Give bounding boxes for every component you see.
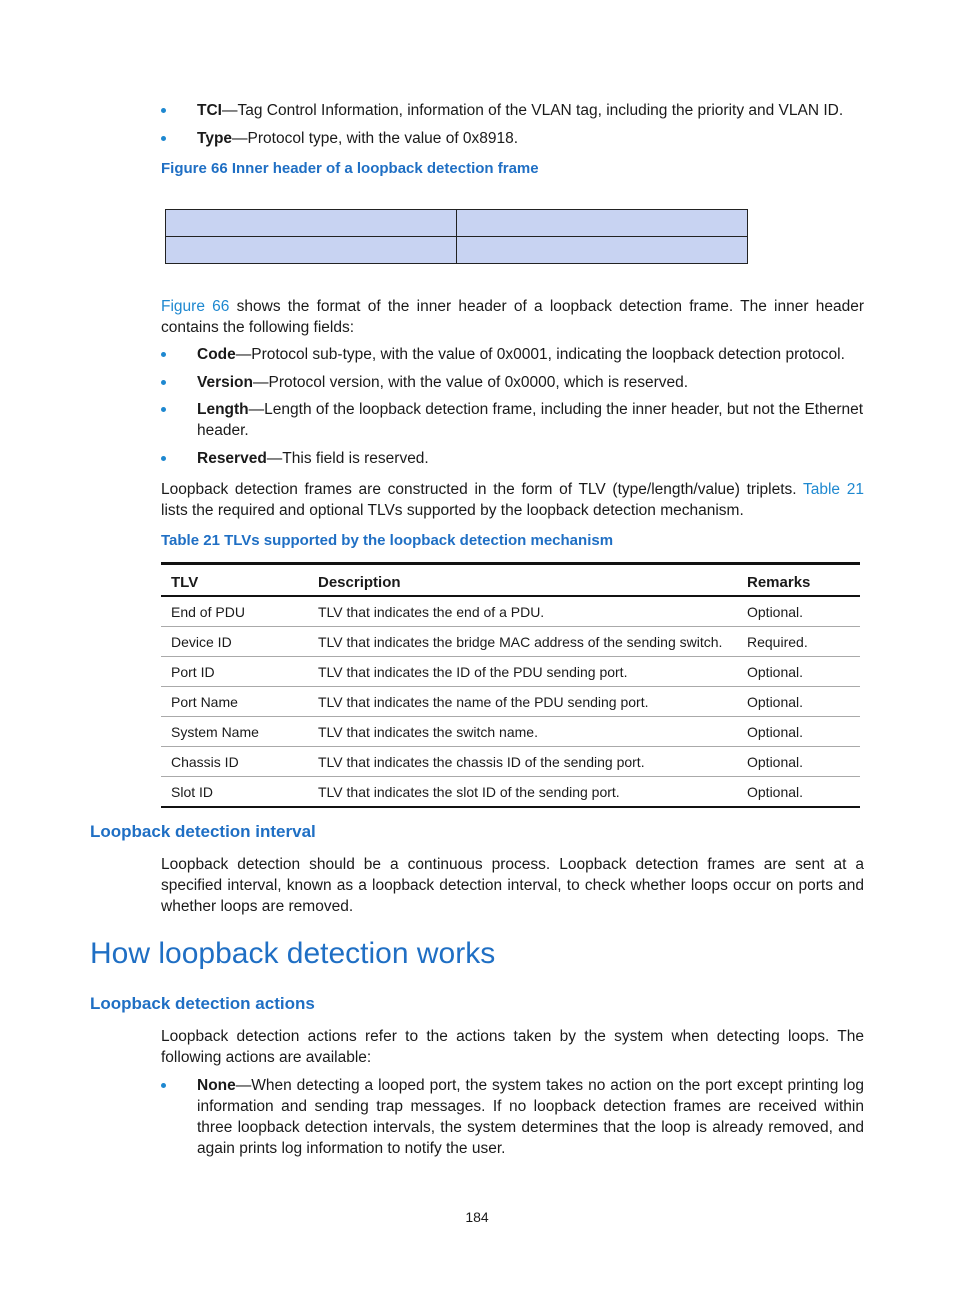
bullet-term: Type [197,130,233,147]
tlv-paragraph [161,479,864,521]
bullet-icon [161,380,166,385]
bullet-term: Reserved [197,450,267,467]
figure-row [166,237,748,264]
section-heading-how-it-works: How loopback detection works [90,937,496,970]
bullet-desc: —Protocol version, with the value of 0x0000, which is reserved. [253,374,689,391]
bullet-icon [161,136,166,141]
figure-description-text: shows the format of the inner header of a loopback detection frame. The inner header contains the following fields: [161,298,864,336]
section-heading-actions: Loopback detection actions [90,994,315,1013]
figure-row [166,210,748,237]
bullet-item-version [161,372,864,393]
figure-description [161,296,864,338]
cell-tlv: Port Name [161,687,308,717]
table-row [161,657,860,687]
bullet-term: Length [197,401,249,418]
bullet-term: Code [197,346,236,363]
bullet-icon [161,1083,166,1088]
bullet-desc: —Length of the loopback detection frame, including the inner header, but not the Ethernet header. [197,401,864,439]
table-row [161,687,860,717]
cell-tlv: System Name [161,717,308,747]
table-row [161,777,860,808]
bullet-icon [161,407,166,412]
tlv-table [161,562,860,808]
inner-header-figure [165,209,748,264]
cell-remarks: Optional. [737,717,860,747]
bullet-icon [161,352,166,357]
column-header-tlv: TLV [171,573,199,591]
bullet-item-tci [161,100,864,121]
bullet-desc: —Tag Control Information, information of the VLAN tag, including the priority and VLAN ID. [221,102,844,119]
cell-remarks: Optional. [737,687,860,717]
figure-cell [457,210,748,237]
cell-remarks: Optional. [737,777,860,808]
interval-paragraph: Loopback detection should be a continuous process. Loopback detection frames are sent at a specified interval, known as a loopback detection interval, to check whether loops occur on ports and whether loops are removed. [161,856,864,915]
cell-description: TLV that indicates the bridge MAC address of the sending switch. [308,627,737,657]
bullet-item-code [161,344,864,365]
bullet-item-reserved [161,448,864,469]
column-header-description: Description [318,573,401,591]
bullet-term: TCI [197,102,222,119]
bullet-desc: —Protocol type, with the value of 0x8918. [232,130,519,147]
actions-paragraph: Loopback detection actions refer to the actions taken by the system when detecting loops. The following actions are available: [161,1028,864,1066]
section-heading-interval: Loopback detection interval [90,822,316,841]
figure-cell [166,210,457,237]
cell-remarks: Optional. [737,747,860,777]
table-row [161,596,860,627]
table-link[interactable]: Table 21 [803,481,864,498]
cell-tlv: End of PDU [161,596,308,627]
cell-tlv: Port ID [161,657,308,687]
bullet-icon [161,456,166,461]
cell-description: TLV that indicates the name of the PDU sending port. [308,687,737,717]
cell-tlv: Device ID [161,627,308,657]
cell-description: TLV that indicates the chassis ID of the sending port. [308,747,737,777]
cell-tlv: Slot ID [161,777,308,808]
cell-remarks: Required. [737,627,860,657]
bullet-item-type [161,128,864,149]
cell-description: TLV that indicates the ID of the PDU sending port. [308,657,737,687]
cell-remarks: Optional. [737,596,860,627]
bullet-desc: —This field is reserved. [266,450,429,467]
bullet-desc: —When detecting a looped port, the system takes no action on the port except printing log information and sending trap messages. If no loopback detection frames are received within three loopback detection intervals, the system determines that the loop is already removed, and again prints log information to notify the user. [197,1077,864,1157]
bullet-item-none [161,1075,864,1159]
cell-description: TLV that indicates the slot ID of the sending port. [308,777,737,808]
table-row [161,747,860,777]
cell-description: TLV that indicates the switch name. [308,717,737,747]
figure-cell [457,237,748,264]
table-caption: Table 21 TLVs supported by the loopback detection mechanism [161,532,614,549]
bullet-term: Version [197,374,253,391]
bullet-term: None [197,1077,236,1094]
table-header-row [161,564,860,597]
cell-tlv: Chassis ID [161,747,308,777]
figure-link[interactable]: Figure 66 [161,298,230,315]
cell-remarks: Optional. [737,657,860,687]
bullet-item-length [161,399,864,441]
column-header-remarks: Remarks [747,573,811,591]
table-row [161,717,860,747]
page-number: 184 [465,1209,489,1225]
bullet-desc: —Protocol sub-type, with the value of 0x0001, indicating the loopback detection protocol. [235,346,845,363]
tlv-paragraph-text-after: lists the required and optional TLVs supported by the loopback detection mechanism. [161,502,744,519]
tlv-paragraph-text: Loopback detection frames are constructed in the form of TLV (type/length/value) triplets. [161,481,803,498]
bullet-icon [161,108,166,113]
figure-caption: Figure 66 Inner header of a loopback detection frame [161,160,539,177]
cell-description: TLV that indicates the end of a PDU. [308,596,737,627]
figure-cell [166,237,457,264]
table-row [161,627,860,657]
